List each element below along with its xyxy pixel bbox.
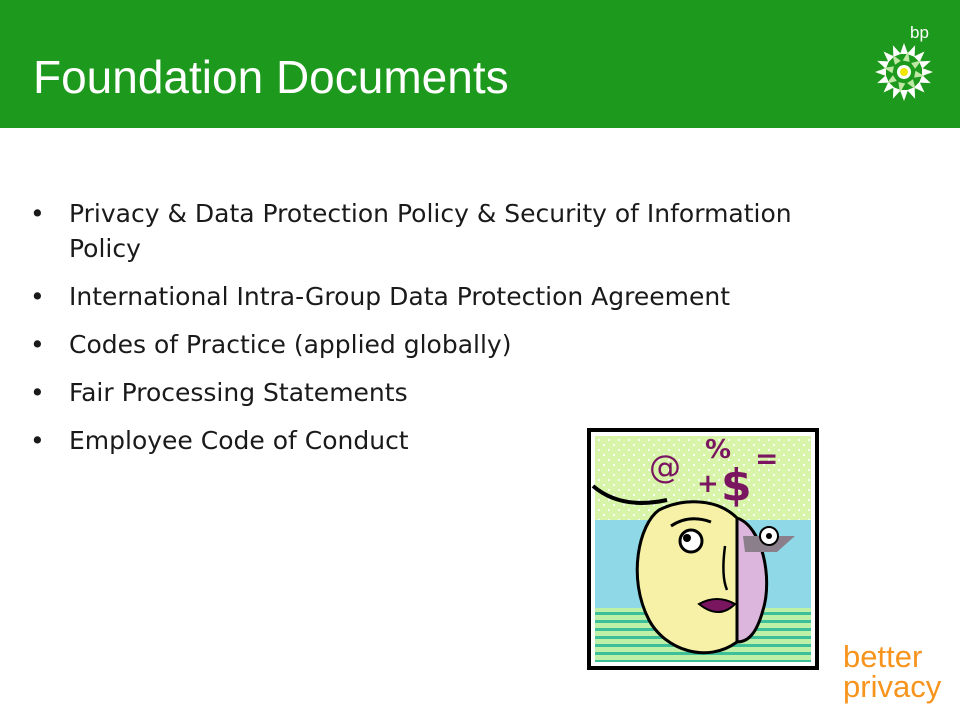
- svg-text:%: %: [705, 435, 732, 465]
- slide-title: Foundation Documents: [33, 51, 509, 103]
- face-with-symbols-clipart-icon: [587, 428, 819, 670]
- svg-text:@: @: [649, 448, 681, 486]
- bullet-item: • International Intra-Group Data Protection Agreement: [30, 279, 830, 314]
- bullet-item: • Fair Processing Statements: [30, 375, 830, 410]
- helios-logo-icon: [874, 42, 934, 102]
- svg-text:+: +: [697, 469, 719, 499]
- bp-logo-text: bp: [910, 23, 929, 42]
- bullet-item: • Employee Code of Conduct: [30, 423, 830, 458]
- bullet-item: • Privacy & Data Protection Policy & Security of Information Policy: [30, 196, 830, 266]
- svg-text:=: =: [755, 442, 779, 475]
- tagline-line-better: better: [843, 639, 923, 674]
- better-privacy-tagline: [843, 639, 953, 704]
- header-bar: [0, 0, 960, 128]
- bullet-item: • Codes of Practice (applied globally): [30, 327, 830, 362]
- svg-text:$: $: [721, 460, 752, 511]
- tagline-line-privacy: privacy: [843, 669, 942, 704]
